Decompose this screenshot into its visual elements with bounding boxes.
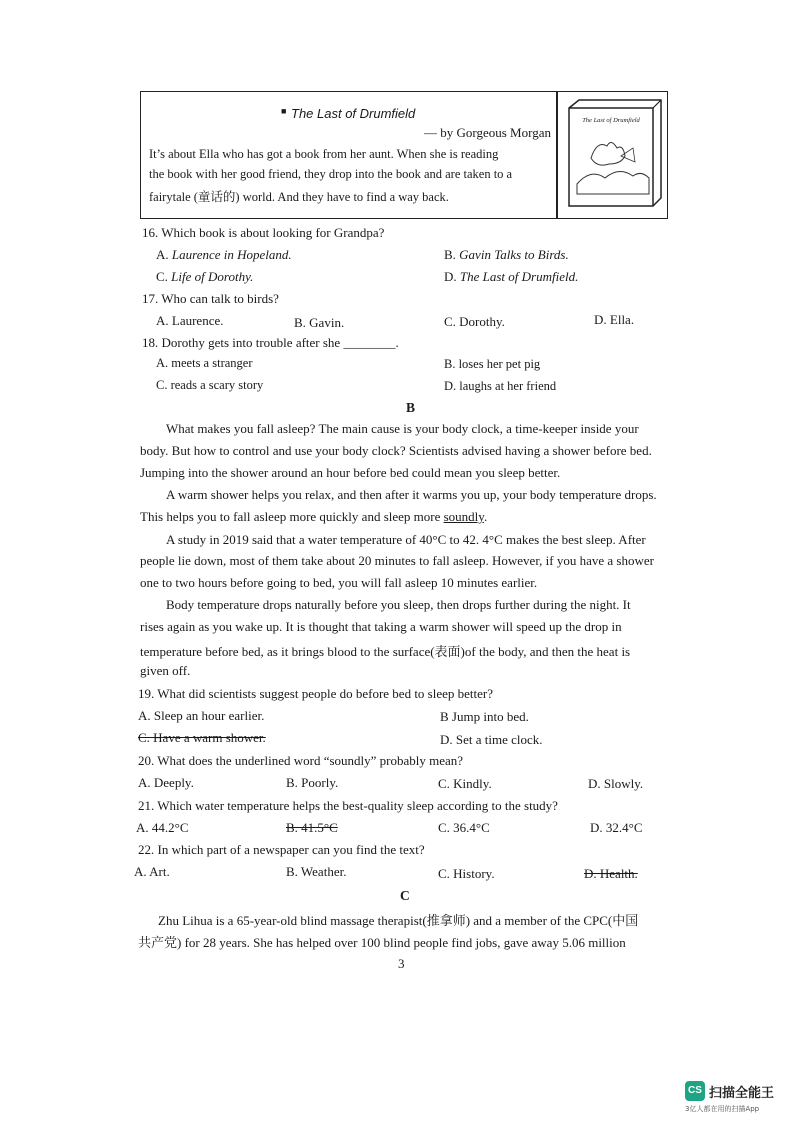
- q22-option-d[interactable]: [584, 866, 638, 882]
- underlined-word: soundly: [443, 509, 484, 524]
- paragraph-line: temperature before bed, as it brings blood to the surface(表面)of the body, and then the heat is: [140, 644, 631, 659]
- option-text: C. Have a warm shower.: [138, 730, 266, 745]
- section-b-heading: B: [406, 400, 416, 415]
- question-22-stem: 22. In which part of a newspaper can you find the text?: [138, 842, 425, 857]
- bullet-icon: ■: [281, 106, 287, 116]
- cover-title: The Last of Drumfield: [582, 117, 640, 124]
- q20-option-d[interactable]: D. Slowly.: [588, 776, 644, 791]
- q18-option-c[interactable]: C. reads a scary story: [156, 378, 264, 392]
- option-text: D. Health.: [584, 866, 638, 881]
- q16-option-b[interactable]: [444, 247, 569, 263]
- question-16-stem: 16. Which book is about looking for Grandpa?: [142, 225, 385, 240]
- paragraph-line: one to two hours before going to bed, you will fall asleep 10 minutes earlier.: [140, 575, 538, 590]
- book-box: [140, 91, 668, 219]
- book-cover-image: [561, 98, 665, 212]
- paragraph-text: .: [483, 509, 488, 524]
- option-letter: C.: [156, 269, 172, 284]
- paragraph-line: Jumping into the shower around an hour before bed could mean you sleep better.: [140, 465, 561, 480]
- q20-option-a[interactable]: A. Deeply.: [138, 775, 194, 790]
- scanner-tagline: 3亿人都在用的扫描App: [685, 1105, 760, 1113]
- scanner-name: 扫描全能王: [709, 1086, 775, 1101]
- q22-option-c[interactable]: C. History.: [438, 866, 495, 881]
- option-text: Life of Dorothy.: [171, 269, 254, 284]
- box-divider: [556, 92, 558, 218]
- q20-option-b[interactable]: B. Poorly.: [286, 775, 339, 790]
- q21-option-b[interactable]: [286, 820, 338, 836]
- q18-option-b[interactable]: B. loses her pet pig: [444, 357, 541, 371]
- option-letter: A.: [156, 247, 172, 262]
- question-21-stem: 21. Which water temperature helps the best-quality sleep according to the study?: [138, 798, 558, 813]
- q21-option-c[interactable]: C. 36.4°C: [438, 820, 490, 835]
- paragraph-line: Zhu Lihua is a 65-year-old blind massage therapist(推拿师) and a member of the CPC(中国: [158, 913, 639, 928]
- question-19-stem: 19. What did scientists suggest people do before bed to sleep better?: [138, 686, 493, 701]
- question-18-stem: 18. Dorothy gets into trouble after she ________.: [142, 335, 399, 350]
- q16-option-c[interactable]: [156, 269, 253, 285]
- q19-option-b[interactable]: B Jump into bed.: [440, 709, 529, 724]
- paragraph-line: 共产党) for 28 years. She has helped over 100 blind people find jobs, gave away 5.06 million: [138, 935, 626, 950]
- section-c-heading: C: [400, 888, 410, 903]
- paragraph-line: A warm shower helps you relax, and then after it warms you up, your body temperature drops.: [166, 487, 657, 502]
- q18-option-a[interactable]: A. meets a stranger: [156, 356, 253, 370]
- book-desc-line: It’s about Ella who has got a book from her aunt. When she is reading: [149, 147, 499, 161]
- option-letter: B.: [444, 247, 460, 262]
- q22-option-a[interactable]: A. Art.: [134, 864, 170, 879]
- option-text: B. 41.5°C: [286, 820, 338, 835]
- q17-option-a[interactable]: A. Laurence.: [156, 313, 224, 328]
- paragraph-text: This helps you to fall asleep more quickly and sleep more: [140, 509, 444, 524]
- paragraph-line: rises again as you wake up. It is thought that taking a warm shower will speed up the drop in: [140, 619, 622, 634]
- option-text: Laurence in Hopeland.: [171, 247, 292, 262]
- paragraph-line: body. But how to control and use your body clock? Scientists advised having a shower before bed.: [140, 443, 652, 458]
- book-desc-line: fairytale (童话的) world. And they have to find a way back.: [149, 190, 449, 204]
- q17-option-b[interactable]: B. Gavin.: [294, 315, 345, 330]
- camscanner-logo-icon: CS: [685, 1081, 705, 1101]
- q20-option-c[interactable]: C. Kindly.: [438, 776, 492, 791]
- book-desc-line: the book with her good friend, they drop into the book and are taken to a: [149, 167, 513, 181]
- q19-option-a[interactable]: A. Sleep an hour earlier.: [138, 708, 265, 723]
- q16-option-d[interactable]: [444, 269, 578, 285]
- paragraph-line: given off.: [140, 663, 191, 678]
- q19-option-d[interactable]: D. Set a time clock.: [440, 732, 543, 747]
- paragraph-line: Body temperature drops naturally before you sleep, then drops further during the night. It: [166, 597, 631, 612]
- q21-option-a[interactable]: A. 44.2°C: [136, 820, 189, 835]
- book-title: The Last of Drumfield: [291, 106, 416, 121]
- paragraph-line: people lie down, most of them take about 20 minutes to fall asleep. However, if you have a shower: [140, 553, 654, 568]
- q16-option-a[interactable]: [156, 247, 292, 263]
- question-17-stem: 17. Who can talk to birds?: [142, 291, 279, 306]
- q18-option-d[interactable]: D. laughs at her friend: [444, 379, 557, 393]
- q17-option-d[interactable]: D. Ella.: [594, 312, 635, 327]
- q17-option-c[interactable]: C. Dorothy.: [444, 314, 505, 329]
- page-number: 3: [398, 956, 405, 971]
- book-author: — by Gorgeous Morgan: [424, 125, 551, 140]
- paragraph-line: What makes you fall asleep? The main cause is your body clock, a time-keeper inside your: [166, 421, 639, 436]
- q19-option-c[interactable]: [138, 730, 266, 746]
- paragraph-line: [140, 509, 487, 525]
- q22-option-b[interactable]: B. Weather.: [286, 864, 347, 879]
- q21-option-d[interactable]: D. 32.4°C: [590, 820, 643, 835]
- question-20-stem: 20. What does the underlined word “soundly” probably mean?: [138, 753, 464, 768]
- option-text: The Last of Drumfield.: [459, 269, 579, 284]
- paragraph-line: A study in 2019 said that a water temperature of 40°C to 42. 4°C makes the best sleep. After: [166, 532, 646, 547]
- option-text: Gavin Talks to Birds.: [459, 247, 569, 262]
- option-letter: D.: [444, 269, 460, 284]
